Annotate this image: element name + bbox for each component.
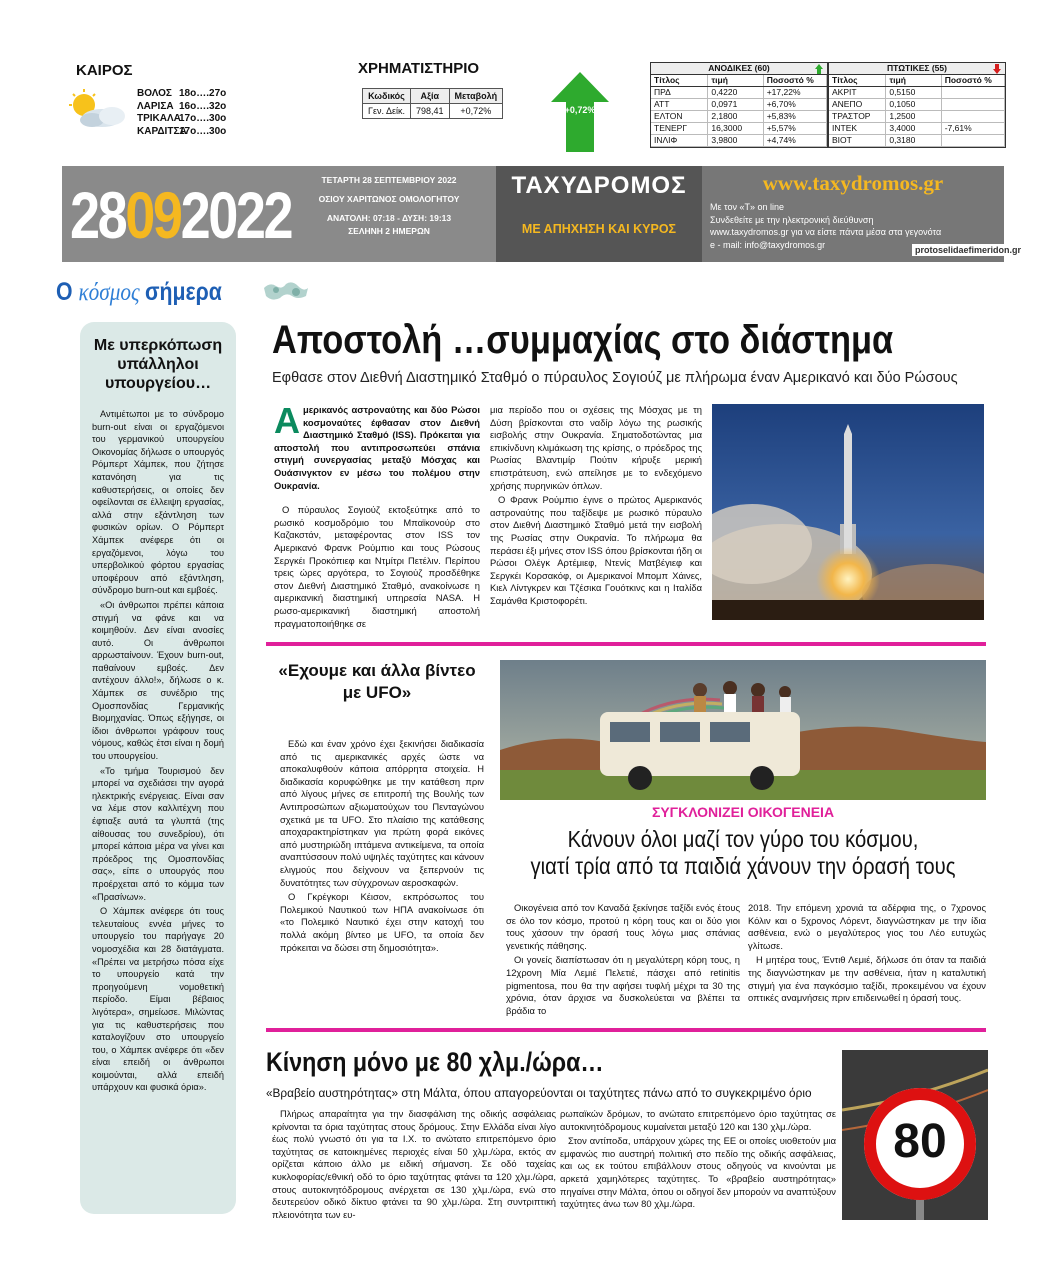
article3-subhead: «Βραβείο αυστηρότητας» στη Μάλτα, όπου απαγορεύονται οι ταχύτητες πάνω από το συγκεκριμένο όριο bbox=[266, 1086, 812, 1100]
red-down-arrow-icon bbox=[993, 64, 1001, 74]
article3-col2: ρωπαϊκών δρόμων, το ανώτατο επιτρεπόμενο όριο ταχύτητας σε αυτοκινητόδρομους κυμαίνεται μεταξύ 120 και 130 χλμ./ώρα. Στον αντίποδα, υπάρχουν χώρες της ΕΕ οι οποίες υιοθετούν μια εμφανώς πιο αυστηρή πολιτική στο πεδίο της οδικής ασφάλειας, και ως εκ τούτου επιβάλλουν στους οδηγούς να κινούνται με αρκετά χαμηλότερες ταχύτητες. Το «βραβείο αυστηρότητας» πηγαίνει στην Μάλτα, όπου οι οδηγοί δεν μπορούν να αναπτύξουν ταχύτητες άνω των 80 χλμ./ώρα. bbox=[560, 1108, 836, 1210]
weather-title: ΚΑΙΡΟΣ bbox=[76, 62, 133, 79]
table-row: ΙΝΛΙΦ 3,9800 +4,74% bbox=[651, 135, 827, 147]
ufo-body: Εδώ και έναν χρόνο έχει ξεκινήσει διαδικασία από τις αμερικανικές αρχές ώστε να αποκαλυφθούν κάποια απόρρητα στοιχεία. Η διαδικασία κορυφώθηκε με την κατάθεση πριν από λίγους μήνες σε επιτροπή της Βουλής των Αντιπροσώπων αξιωματούχων του Πενταγώνου σχετικά με τα UFO. Στο πλαίσιο της κατάθεσης αποχαρακτηρίστηκαν για πρώτη φορά εικόνες από μυστηριώδη ιπτάμενα αντικείμενα, τα οποία αναπτύσσουν πολύ υψηλές ταχύτητες και κάνουν ελιγμούς που δείχνουν να ξεπερνούν τις δυνατότητες των σύγχρονων αεροσκαφών. Ο Γκρέγκορι Κέισον, εκπρόσωπος του Πολεμικού Ναυτικού των ΗΠΑ ανακοίνωσε ότι «το Πολεμικό Ναυτικό έχει στην κατοχή του πολλά ακόμη βίντεο με UFO, τα οποία δεν πρόκειται να δώσει στη δημοσιότητα». bbox=[280, 738, 484, 953]
web-info: Με τον «Τ» on line Συνδεθείτε με την ηλεκτρονική διεύθυνση www.taxydromos.gr για να είστε πάντα μέσα στα γεγονότα e - mail: info@taxydromos.gr bbox=[710, 202, 942, 250]
divider bbox=[266, 642, 986, 646]
table-row: ΠΡΔ 0,4220 +17,22% bbox=[651, 87, 827, 99]
index-change: +0,72% bbox=[564, 105, 596, 115]
table-row: ΒΙΟΤ 0,3180 bbox=[829, 135, 1005, 147]
table-row: ΙΝΤΕΚ 3,4000 -7,61% bbox=[829, 123, 1005, 135]
weather-row: ΛΑΡΙΣΑ 16ο….32ο bbox=[137, 100, 227, 112]
table-row: ΤΕΝΕΡΓ 16,3000 +5,57% bbox=[651, 123, 827, 135]
sidebar-body: Αντιμέτωποι με το σύνδρομο burn-out είναι οι εργαζόμενοι του γερμανικού υπουργείου Οικονομίας δήλωσε ο υπουργός Ρόμπερτ Χάμπεκ, που ζήτησε κατανόηση για τις καθυστερήσεις, οι οποίες δεν οφείλονται σε έλλειψη εργασίας, αλλά στην εξάντληση των φυσικών ορίων. Ο Ρόμπερτ Χάμπεκ ανέφερε ότι οι εργαζόμενοι, λόγω του υπερβολικού φόρτου εργασίας υποφέρουν από εξάντληση, σύνδρομο burn-out και εμβοές. «Οι άνθρωποι πρέπει κάποια στιγμή να φάνε και να κοιμηθούν. Δεν είναι ανοσίες αυτό. Οι άνθρωποι αρρωσταίνουν. Έχουν burn-out, παθαίνουν εμβοές. Δεν αντέχουν άλλο!», δήλωσε ο κ. Χάμπεκ σε συνέδριο της Ομοσπονδίας Γερμανικής Βιομηχανίας. Όπως εξήγησε, οι ίδιοι άνθρωποι γράφουν τους νόμους, καθώς έτσι είναι η δομή του υπουργείου. «Το τμήμα Τουρισμού δεν μπορεί να σχεδιάσει την αγορά ηλεκτρικής ενέργειας. Είναι σαν να λέμε στον καλλιτέχνη που έφτιαξε αυτά τα γλυπτά (της αίθουσας του συνεδρίου), ότι μπορεί κάποια μέρα να γίνει και πρόεδρος της Ομοσπονδίας σας», είπε ο υπουργός που προέρχεται από το κόμμα των «Πρασίνων». Ο Χάμπεκ ανέφερε ότι τους τελευταίους εννέα μήνες το υπουργείο του παρήγαγε 20 νομοσχέδια και 28 διατάγματα. «Πρέπει να μετρήσω πόσα είχε το υπουργείο κατά την προηγούμενη νομοθετική περίοδο. Είμαι βέβαιος λιγότερα», σημείωσε. Μιλώντας για τις καθυστερήσεις που καταλογίζουν στο υπουργείο του, ο Χάμπεκ ανέφερε ότι «δεν είναι επειδή οι άνθρωποι κοιμούνται, αλλά επειδή υπάρχουν και φυσικά όρια». bbox=[92, 409, 224, 1093]
family-van-photo bbox=[500, 660, 986, 800]
world-map-icon bbox=[262, 278, 310, 306]
article3-headline: Κίνηση μόνο με 80 χλμ./ώρα… bbox=[266, 1047, 604, 1077]
table-row: ΕΛΤΟΝ 2,1800 +5,83% bbox=[651, 111, 827, 123]
article3-col1: Πλήρως απαραίτητα για την διασφάλιση της οδικής ασφάλειας κρίνονται τα όρια ταχύτητας στους δρόμους. Στην Ελλάδα είναι λίγο έως πολύ γνωστό ότι για τα Ι.Χ. το ανώτατο επιτρεπόμενο όριο ταχύτητας σε κατοικημένες περιοχές είναι 50 χλμ./ώρα, εκτός αν ορίζεται κάποιο άλλο με ειδική σήμανση. Σε οδό ταχείας κυκλοφορίας/εθνική οδό το όριο ταχύτητας φτάνει τα 120 χλμ./ώρα, στους αυτοκινητόδρομους ανέρχεται σε 130 χλμ./ώρα, ενώ στο δευτερεύον οδικό δίκτυο φτάνει τα 90 χλμ./ώρα. Στη συντριπτική πλειονότητα των ευ- bbox=[272, 1108, 556, 1220]
article1-headline: Αποστολή …συμμαχίας στο διάστημα bbox=[272, 318, 894, 362]
article2-col2: 2018. Την επόμενη χρονιά τα αδέρφια της, ο 7χρονος Κόλιν και ο 5χρονος Λόρεντ, διαγνώστηκαν με την ίδια ασθένεια, ενώ ο μεγαλύτερος γιος του Λέο ευτυχώς γλίτωσε. Η μητέρα τους, Έντιθ Λεμιέ, δήλωσε ότι όταν τα παιδιά της διαγνώστηκαν με την ασθένεια, ήταν η καταλυτική στιγμή για ένα παγκόσμιο ταξίδι, προκειμένου να έχουν οπτικές αναμνήσεις πριν επιδεινωθεί η όρασή τους. bbox=[748, 902, 986, 1004]
sun-cloud-icon bbox=[66, 88, 132, 130]
article1-col1: Aμερικανός αστροναύτης και δύο Ρώσοι κοσμοναύτες έφθασαν στον Διεθνή Διαστημικό Σταθμό (ISS). Πρόκειται για αποστολή που αντιπροσωπεύει σπάνια στιγμή συνεργασίας μεταξύ Μόσχας και Ουάσινγκτον εν μέσω του πολέμου στην Ουκρανία. Ο πύραυλος Σογιούζ εκτοξεύτηκε από το ρωσικό κοσμοδρόμιο του Μπαϊκονούρ στο Καζακστάν, μεταφέροντας στον ISS τον Αμερικανό Φρανκ Ρούμπιο και τους Ρώσους Σεργκέι Προκόπιεφ και Ντμίτρι Πετέλιν. Περίπου τρεις ώρες αργότερα, το Σογιούζ προσδέθηκε στον Διεθνή Διαστημικό Σταθμό, ανακοίνωσε η αμερικανική διαστημική υπηρεσία NASA. Η ρωσο-αμερικανική διαστημική αποστολή πραγματοποιήθηκε σε bbox=[274, 400, 480, 629]
weather-row: ΤΡΙΚΑΛΑ 17ο….30ο bbox=[137, 113, 227, 124]
newspaper-name: ΤΑΧΥΔΡΟΜΟΣ bbox=[511, 172, 687, 199]
section-logo: Ο κόσμος σήμερα bbox=[56, 278, 222, 306]
divider bbox=[266, 1028, 986, 1032]
table-row: ΤΡΑΣΤΟΡ 1,2500 bbox=[829, 111, 1005, 123]
article1-col2: μια περίοδο που οι σχέσεις της Μόσχας με τη Δύση βρίσκονται στο ναδίρ λόγω της ρωσικής εισβολής στην Ουκρανία. Σηματοδοτώντας μια επικίνδυνη κλιμάκωση της κρίσης, ο πρόεδρος της Ρωσίας Βλαντιμίρ Πούτιν κήρυξε μερική επιστράτευση, ενώ απείλησε με το ενδεχόμενο χρήσης πυρηνικών όπλων. Ο Φρανκ Ρούμπιο έγινε ο πρώτος Αμερικανός αστροναύτης που ταξίδεψε με ρωσικό πύραυλο στον Διεθνή Διαστημικό Σταθμό μετά την εισβολή της Ρωσίας στην Ουκρανία. Το πλήρωμα θα περάσει έξι μήνες στον ISS όπου βρίσκονται ήδη οι Ρώσοι Ολέγκ Αρτέμιεφ, Ντενίς Ματβέγιεφ και Σεργκέι Κορσακόφ, οι Αμερικανοί Μπομπ Χάινες, Κιελ Λίντγκρεν και Τζέσικα Γουότκινς και η Ιταλίδα Σαμάνθα Κριστοφορέτι. bbox=[490, 404, 702, 606]
ufo-title: «Εχουμε και άλλα βίντεο με UFO» bbox=[278, 661, 476, 702]
watermark: protoselidaefimeridon.gr bbox=[912, 244, 1024, 256]
stock-index-table: Κωδικός Αξία Μεταβολή Γεν. Δείκ. 798,41 +0,72% bbox=[362, 88, 503, 119]
table-row: ΑΝΕΠΟ 0,1050 bbox=[829, 99, 1005, 111]
article2-headline: Κάνουν όλοι μαζί τον γύρο του κόσμου, γιατί τρία από τα παιδιά χάνουν την όρασή τους bbox=[530, 826, 956, 879]
newspaper-slogan: ΜΕ ΑΠΗΧΗΣΗ ΚΑΙ ΚΥΡΟΣ bbox=[521, 222, 677, 236]
article2-kicker: ΣΥΓΚΛΟΝΙΖΕΙ ΟΙΚΟΓΕΝΕΙΑ bbox=[651, 804, 835, 820]
table-row: ΑΤΤ 0,0971 +6,70% bbox=[651, 99, 827, 111]
speed-limit-number: 80 bbox=[893, 1115, 947, 1168]
gainers-table: ΑΝΟΔΙΚΕΣ (60) Τίτλος τιμή Ποσοστό % ΠΡΔ 0,4220 +17,22% ΑΤΤ 0,0971 +6,70% ΕΛΤΟΝ 2,1800 +5,83% ΤΕΝΕΡΓ 16,3000 +5,57% ΙΝΛΙΦ 3,9800 +4,74% bbox=[650, 62, 828, 148]
article1-subhead: Εφθασε στον Διεθνή Διαστημικό Σταθμό ο πύραυλος Σογιούζ με πλήρωμα έναν Αμερικανό και δύο Ρώσους bbox=[272, 370, 958, 386]
date-info: ΤΕΤΑΡΤΗ 28 ΣΕΠΤΕΜΒΡΙΟΥ 2022 ΟΣΙΟΥ ΧΑΡΙΤΩΝΟΣ ΟΜΟΛΟΓΗΤΟΥ ΑΝΑΤΟΛΗ: 07:18 - ΔΥΣΗ: 19:13 ΣΕΛΗΝΗ 2 ΗΜΕΡΩΝ bbox=[318, 175, 460, 236]
weather-row: ΒΟΛΟΣ 18ο….27ο bbox=[137, 88, 227, 99]
table-row: ΑΚΡΙΤ 0,5150 bbox=[829, 87, 1005, 99]
green-up-arrow-icon bbox=[815, 64, 823, 74]
article2-col1: Οικογένεια από τον Καναδά ξεκίνησε ταξίδι ενός έτους σε όλο τον κόσμο, προτού η κόρη τους και οι δύο γιοι τους χάσουν την όρασή τους λόγω μιας σπάνιας γενετικής πάθησης. Οι γονείς διαπίστωσαν ότι η μεγαλύτερη κόρη τους, η 12χρονη Μία Λεμιέ Πελετιέ, πάσχει από retinitis pigmentosa, που θα την αφήσει τυφλή μέχρι τα 30 της χρόνια, όταν άρχισε να δυσκολεύεται να βλέπει τα βράδια το bbox=[506, 902, 740, 1016]
weather-row: ΚΑΡΔΙΤΣΑ 17ο….30ο bbox=[137, 125, 227, 137]
losers-table: ΠΤΩΤΙΚΕΣ (55) Τίτλος τιμή Ποσοστό % ΑΚΡΙΤ 0,5150 ΑΝΕΠΟ 0,1050 ΤΡΑΣΤΟΡ 1,2500 ΙΝΤΕΚ 3,4000 -7,61% ΒΙΟΤ 0,3180 bbox=[828, 62, 1006, 148]
weather-list bbox=[137, 88, 242, 138]
sidebar-title: Με υπερκόπωση υπάλληλοι υπουργείου… bbox=[93, 337, 223, 392]
website-url[interactable]: www.taxydromos.gr bbox=[762, 171, 944, 195]
rocket-launch-photo bbox=[712, 404, 984, 620]
date-display: 28092022 bbox=[70, 178, 292, 252]
stock-title: ΧΡΗΜΑΤΙΣΤΗΡΙΟ bbox=[358, 60, 480, 77]
